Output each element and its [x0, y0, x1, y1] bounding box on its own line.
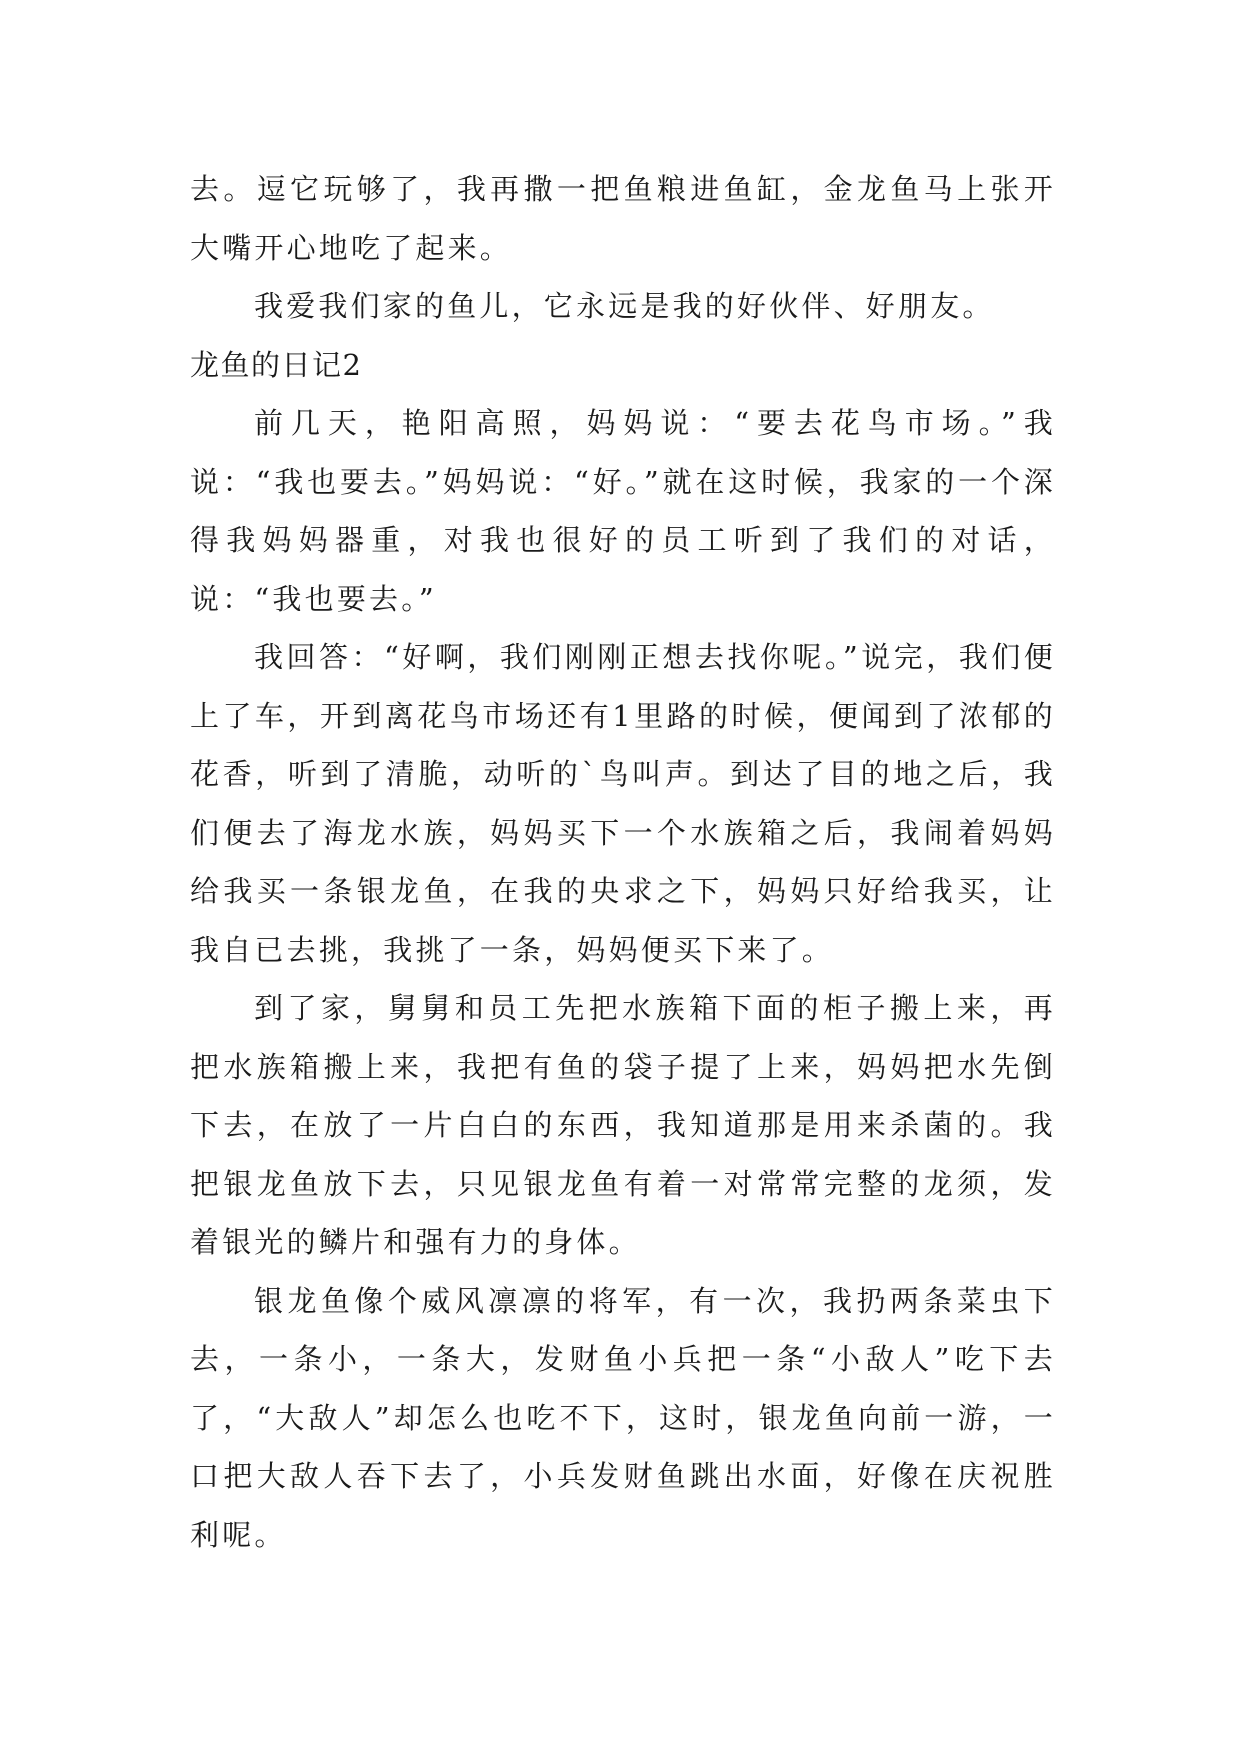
document-body [190, 160, 1056, 1564]
paragraph-silver-arowana: 银龙鱼像个威风凛凛的将军，有一次，我扔两条菜虫下去，一条小，一条大，发财鱼小兵把一条“小敌人”吃下去了，“大敌人”却怎么也吃不下，这时，银龙鱼向前一游，一口把大敌人吞下去了，小兵发财鱼跳出水面，好像在庆祝胜利呢。 [190, 1283, 1056, 1552]
section-heading: 龙鱼的日记2 [190, 347, 363, 382]
paragraph-market-plan: 前几天，艳阳高照，妈妈说：“要去花鸟市场。”我说：“我也要去。”妈妈说：“好。”就在这时候，我家的一个深得我妈妈器重，对我也很好的员工听到了我们的对话，说：“我也要去。” [190, 406, 1056, 616]
paragraph-love-fish: 我爱我们家的鱼儿，它永远是我的好伙伴、好朋友。 [254, 289, 995, 323]
paragraph-continued: 去。逗它玩够了，我再撒一把鱼粮进鱼缸，金龙鱼马上张开大嘴开心地吃了起来。 [190, 172, 1056, 265]
paragraph-aquarium-setup: 到了家，舅舅和员工先把水族箱下面的柜子搬上来，再把水族箱搬上来，我把有鱼的袋子提了上来，妈妈把水先倒下去，在放了一片白白的东西，我知道那是用来杀菌的。我把银龙鱼放下去，只见银龙鱼有着一对常常完整的龙须，发着银光的鳞片和强有力的身体。 [190, 991, 1056, 1259]
paragraph-market-trip: 我回答：“好啊，我们刚刚正想去找你呢。”说完，我们便上了车，开到离花鸟市场还有1里路的时候，便闻到了浓郁的花香，听到了清脆，动听的`鸟叫声。到达了目的地之后，我们便去了海龙水族，妈妈买下一个水族箱之后，我闹着妈妈给我买一条银龙鱼，在我的央求之下，妈妈只好给我买，让我自已去挑，我挑了一条，妈妈便买下来了。 [190, 640, 1056, 967]
